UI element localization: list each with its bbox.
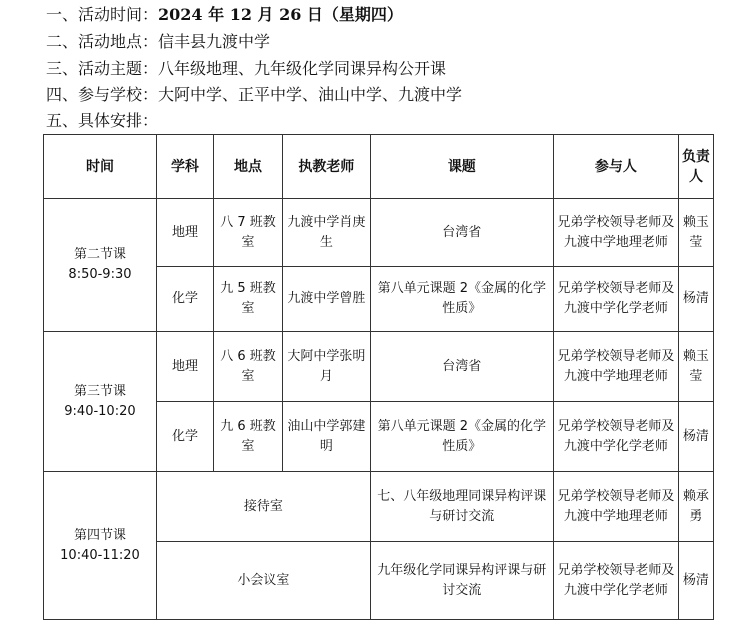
teacher-cell: 大阿中学张明月: [283, 332, 371, 402]
participants-cell: 兄弟学校领导老师及九渡中学地理老师: [553, 472, 678, 542]
location-cell: 九 6 班教室: [213, 402, 282, 472]
activity-time-label: 一、活动时间：: [46, 5, 159, 24]
subject-cell: 地理: [156, 332, 213, 402]
location-cell: 八 7 班教室: [213, 199, 282, 267]
responsible-cell: 杨清: [678, 542, 713, 620]
header-time: 时间: [44, 135, 157, 199]
header-participants: 参与人: [553, 135, 678, 199]
period-cell: [44, 199, 157, 332]
table-row: [44, 332, 714, 402]
period-cell: [44, 472, 157, 620]
period-time: 9:40-10:20: [64, 403, 136, 419]
topic-cell: 九年级化学同课异构评课与研讨交流: [370, 542, 553, 620]
header-teacher: 执教老师: [283, 135, 371, 199]
header-location: 地点: [213, 135, 282, 199]
activity-location: [46, 31, 270, 53]
period-label: 第二节课: [73, 247, 126, 262]
table-row: [44, 199, 714, 267]
schedule-heading: [46, 110, 158, 132]
subject-cell: 地理: [156, 199, 213, 267]
teacher-cell: 油山中学郭建明: [283, 402, 371, 472]
participants-cell: 兄弟学校领导老师及九渡中学地理老师: [553, 332, 678, 402]
participating-schools-value: 大阿中学、正平中学、油山中学、九渡中学: [158, 85, 463, 104]
responsible-cell: 赖玉莹: [678, 332, 713, 402]
activity-time-value: 2024 年 12 月 26 日（星期四）: [158, 5, 403, 24]
period-label: 第四节课: [73, 527, 126, 543]
location-cell: 九 5 班教室: [213, 267, 282, 332]
topic-cell: 第八单元课题 2《金属的化学性质》: [370, 402, 553, 472]
activity-theme-value: 八年级地理、九年级化学同课异构公开课: [158, 59, 447, 78]
participants-cell: 兄弟学校领导老师及九渡中学化学老师: [553, 267, 678, 332]
participating-schools: [46, 84, 462, 106]
participants-cell: 兄弟学校领导老师及九渡中学化学老师: [553, 402, 678, 472]
room-cell: 接待室: [156, 472, 370, 542]
responsible-cell: 杨清: [678, 267, 713, 332]
header-responsible: 负责人: [678, 135, 713, 199]
topic-cell: 台湾省: [370, 332, 553, 402]
activity-theme-label: 三、活动主题：: [46, 59, 159, 78]
schedule-heading-label: 五、具体安排：: [46, 111, 159, 130]
topic-cell: 第八单元课题 2《金属的化学性质》: [370, 267, 553, 332]
schedule-table: [43, 134, 714, 620]
period-cell: [44, 332, 157, 472]
location-cell: 八 6 班教室: [213, 332, 282, 402]
participants-cell: 兄弟学校领导老师及九渡中学化学老师: [553, 542, 678, 620]
topic-cell: 七、八年级地理同课异构评课与研讨交流: [370, 472, 553, 542]
header-topic: 课题: [370, 135, 553, 199]
period-label: 第三节课: [73, 383, 126, 399]
room-cell: 小会议室: [156, 542, 370, 620]
activity-time: [46, 4, 403, 26]
header-subject: 学科: [156, 135, 213, 199]
teacher-cell: 九渡中学肖庚生: [283, 199, 371, 267]
table-header-row: [44, 135, 714, 199]
subject-cell: 化学: [156, 402, 213, 472]
teacher-cell: 九渡中学曾胜: [283, 267, 371, 332]
table-row: [44, 472, 714, 542]
responsible-cell: 杨清: [678, 402, 713, 472]
responsible-cell: 赖承勇: [678, 472, 713, 542]
period-time: 8:50-9:30: [68, 267, 132, 282]
activity-location-label: 二、活动地点：: [46, 32, 159, 51]
period-time: 10:40-11:20: [60, 547, 140, 563]
topic-cell: 台湾省: [370, 199, 553, 267]
participating-schools-label: 四、参与学校：: [46, 85, 159, 104]
responsible-cell: 赖玉莹: [678, 199, 713, 267]
activity-location-value: 信丰县九渡中学: [158, 32, 271, 51]
activity-theme: [46, 58, 446, 80]
participants-cell: 兄弟学校领导老师及九渡中学地理老师: [553, 199, 678, 267]
subject-cell: 化学: [156, 267, 213, 332]
